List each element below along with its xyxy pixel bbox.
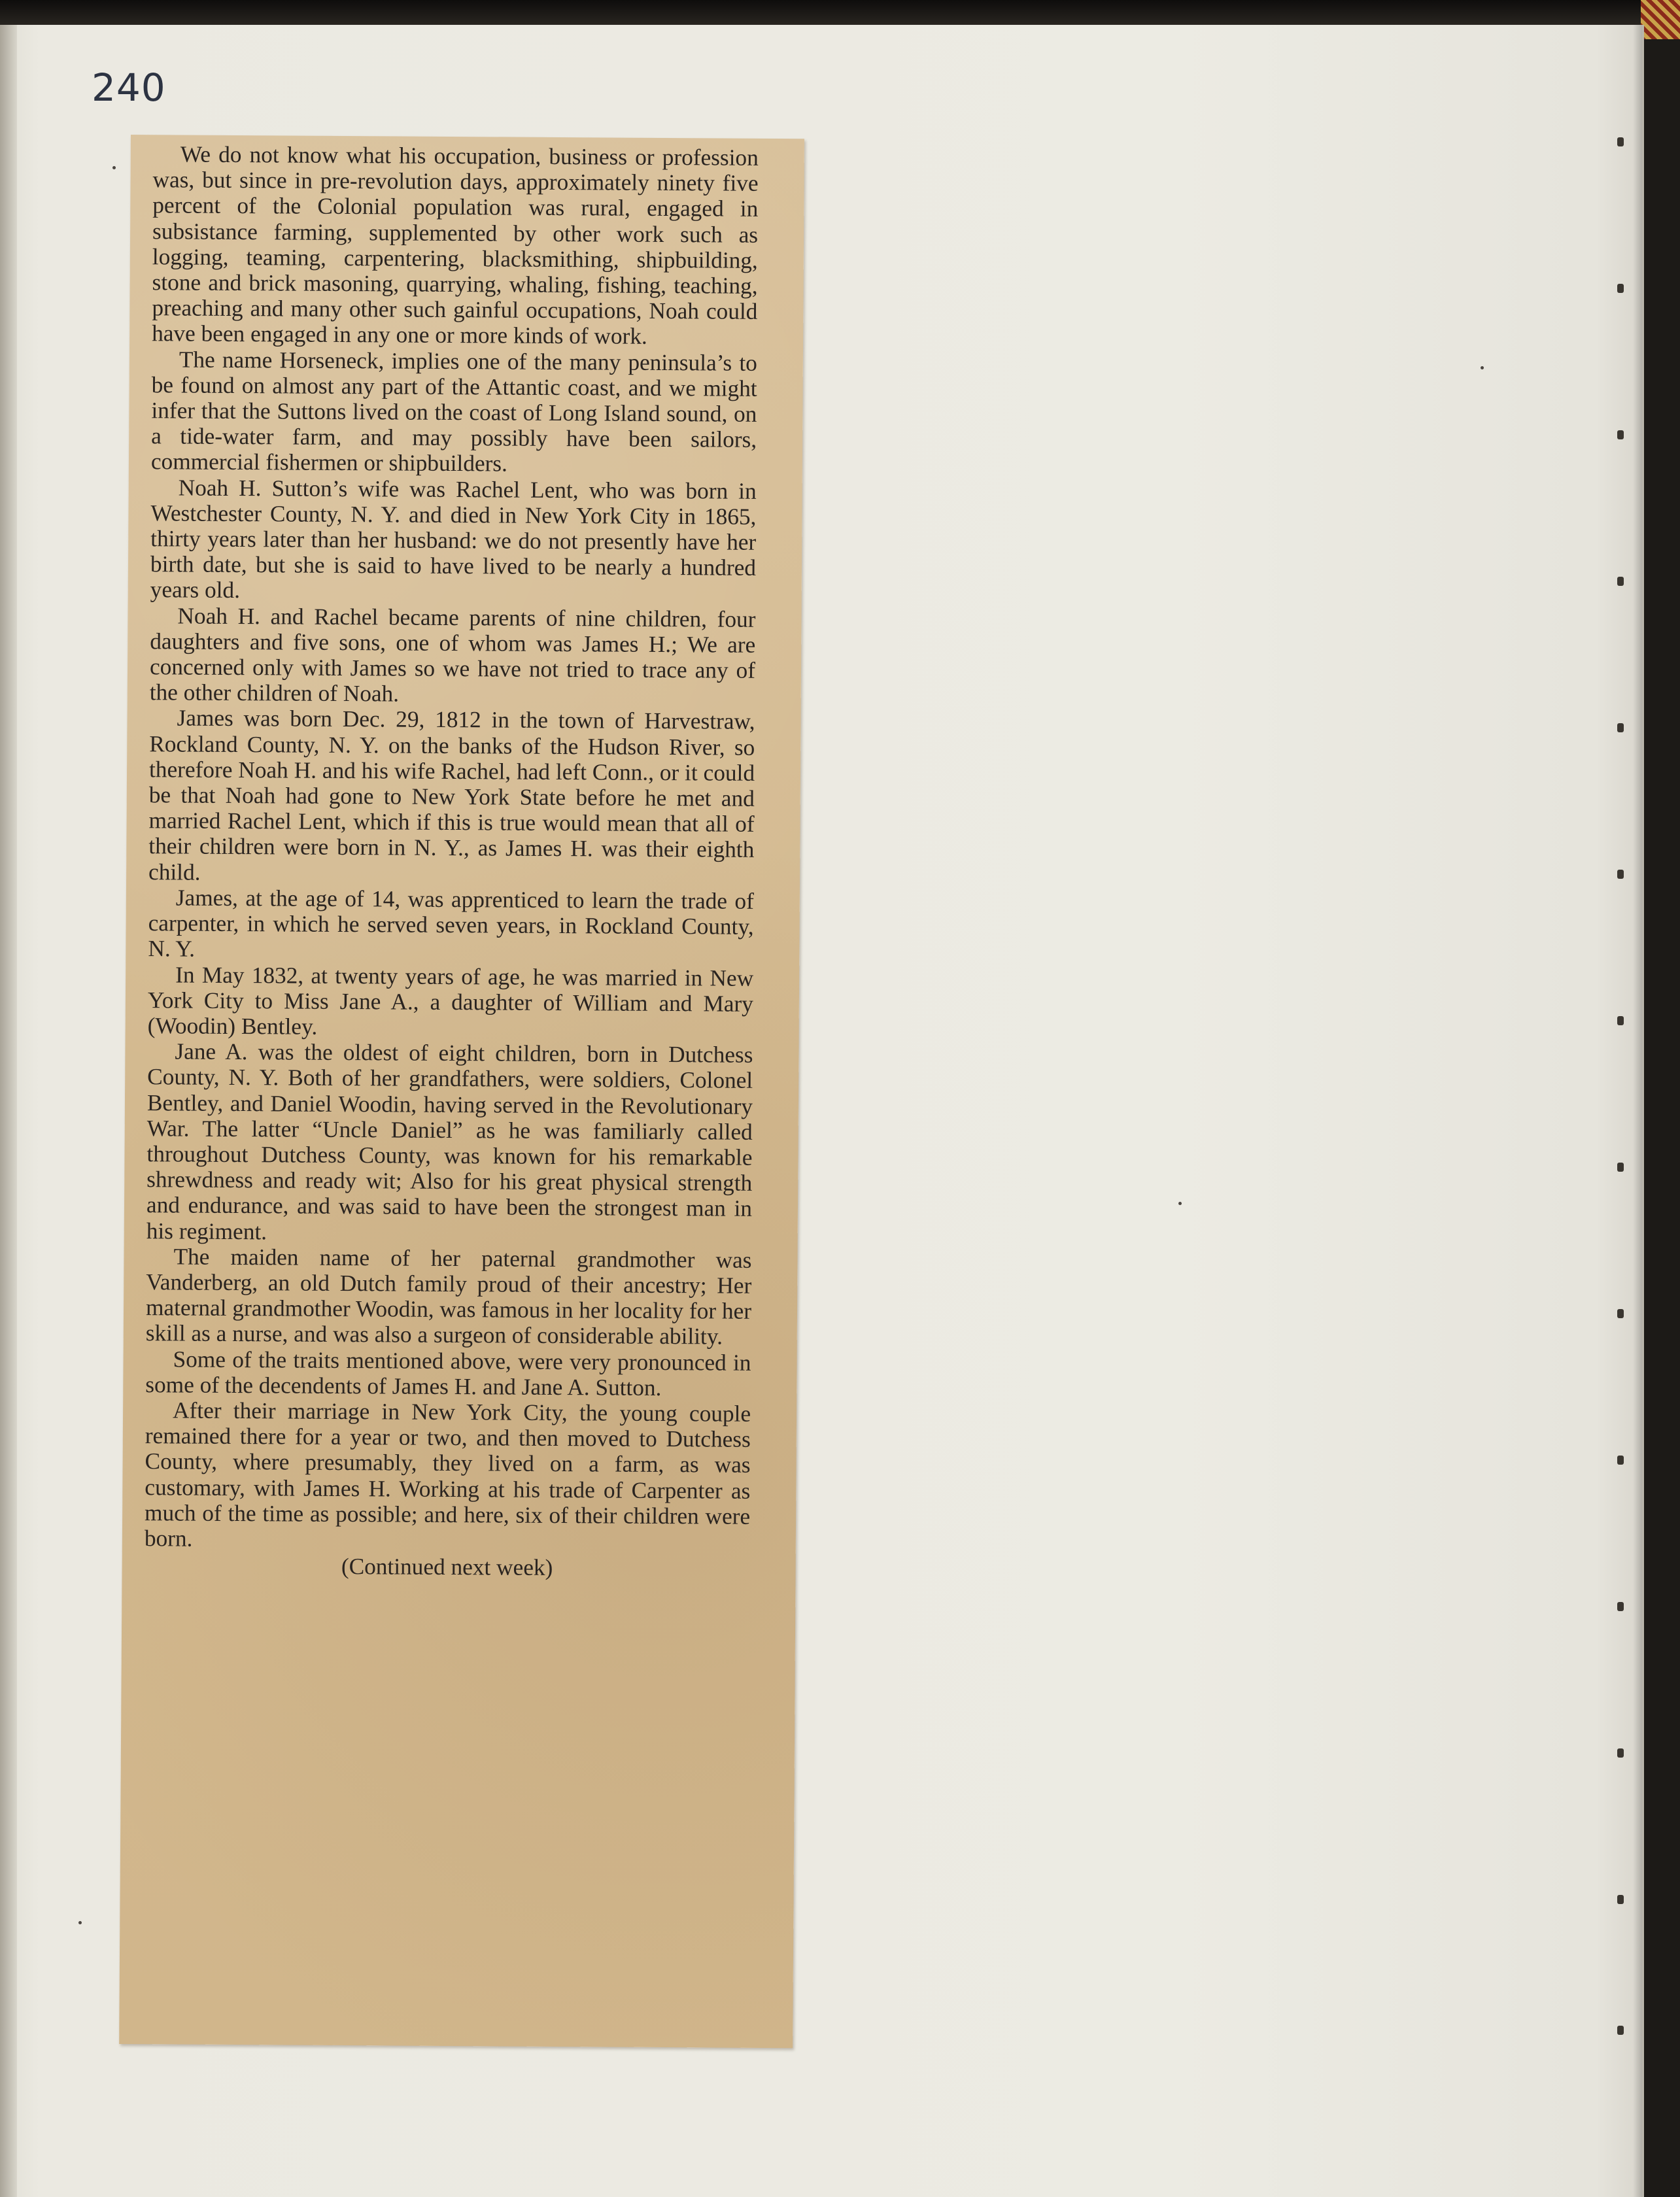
binding-punch-mark: [1617, 284, 1624, 293]
binding-punch-mark: [1617, 870, 1624, 879]
article-paragraph-1: We do not know what his occupation, business or profession was, but since in pre-revolution days, approximately ninety five percent of the Colonial population was rural, engaged in subsistance farming, supplemented by other work such as logging, teaming, carpentering, blacksmithing, shipbuilding, stone and brick masoning, quarrying, whaling, fishing, teaching, preaching and many other such gainful occupations, Noah could have been engaged in any one or more kinds of work.: [152, 141, 759, 350]
binding-punch-mark: [1617, 1456, 1624, 1465]
paper-speck: [1481, 366, 1484, 369]
binding-punch-mark: [1617, 723, 1624, 732]
binding-punch-mark: [1617, 2026, 1624, 2035]
article-paragraph-8: Jane A. was the oldest of eight children, born in Dutchess County, N. Y. Both of her grandfathers, were soldiers, Colonel Bentley, and Daniel Woodin, having served in the Revolutionary War. The latter “Uncle Daniel” as he was familiarly called throughout Dutchess County, was known for his remarkable shrewdness and ready wit; Also for his great physical strength and endurance, and was said to have been the strongest man in his regiment.: [146, 1038, 753, 1244]
article-paragraph-10: Some of the traits mentioned above, were very pronounced in some of the decendents of James H. and Jane A. Sutton.: [145, 1346, 751, 1401]
article-paragraph-7: In May 1832, at twenty years of age, he was married in New York City to Miss Jane A., a daughter of William and Mary (Woodin) Bentley.: [147, 961, 754, 1040]
binding-punch-mark: [1617, 1895, 1624, 1904]
book-spine-corner: [1641, 0, 1680, 39]
binding-punch-mark: [1617, 1309, 1624, 1318]
book-top-edge: [0, 0, 1680, 26]
binding-punch-mark: [1617, 1016, 1624, 1025]
paper-speck: [112, 166, 116, 169]
article-paragraph-9: The maiden name of her paternal grandmother was Vanderberg, an old Dutch family proud of their ancestry; Her maternal grandmother Woodin, was famous in her locality for her skill as a nurse, and was also a surgeon of considerable ability.: [145, 1244, 752, 1350]
binding-punch-mark: [1617, 1163, 1624, 1172]
newspaper-clipping: [119, 135, 804, 2048]
album-page: [0, 25, 1644, 2197]
paper-speck: [1178, 1202, 1182, 1205]
page-gutter: [0, 25, 17, 2197]
article-paragraph-2: The name Horseneck, implies one of the many peninsula’s to be found on almost any part of the Attantic coast, and we might infer that the Suttons lived on the coast of Long Island sound, on a tide-water farm, and may possibly have been sailors, commercial fishermen or shipbuilders.: [150, 347, 758, 477]
continued-notice: (Continued next week): [341, 1554, 553, 1581]
article-paragraph-4: Noah H. and Rachel became parents of nine children, four daughters and five sons, one of whom was James H.; We are concerned only with James so we have not tried to trace any of the other children of Noah.: [149, 603, 756, 707]
page-number: 240: [92, 65, 166, 110]
article-paragraph-5: James was born Dec. 29, 1812 in the town of Harvestraw, Rockland County, N. Y. on the banks of the Hudson River, so therefore Noah H. and his wife Rachel, had left Conn., or it could be that Noah had gone to New York State before he met and married Rachel Lent, which if this is true would mean that all of their children were born in N. Y., as James H. was their eighth child.: [148, 705, 755, 885]
article-paragraph-3: Noah H. Sutton’s wife was Rachel Lent, who was born in Westchester County, N. Y. and died in New York City in 1865, thirty years later than her husband: we do not presently have her birth date, but she is said to have lived to be nearly a hundred years old.: [150, 475, 757, 604]
binding-punch-mark: [1617, 1602, 1624, 1611]
article-paragraph-6: James, at the age of 14, was apprenticed to learn the trade of carpenter, in which he served seven years, in Rockland County, N. Y.: [148, 885, 754, 962]
binding-punch-mark: [1617, 137, 1624, 146]
binding-punch-mark: [1617, 430, 1624, 439]
page-edge-shadow: [1633, 25, 1642, 2197]
paper-speck: [78, 1921, 82, 1924]
binding-punch-mark: [1617, 1748, 1624, 1758]
binding-punch-mark: [1617, 577, 1624, 586]
article-paragraph-11: After their marriage in New York City, the young couple remained there for a year or two, and then moved to Dutchess County, where presumably, they lived on a farm, as was customary, with James H. Working at his trade of Carpenter as much of the time as possible; and here, six of their children were born.: [144, 1397, 751, 1552]
